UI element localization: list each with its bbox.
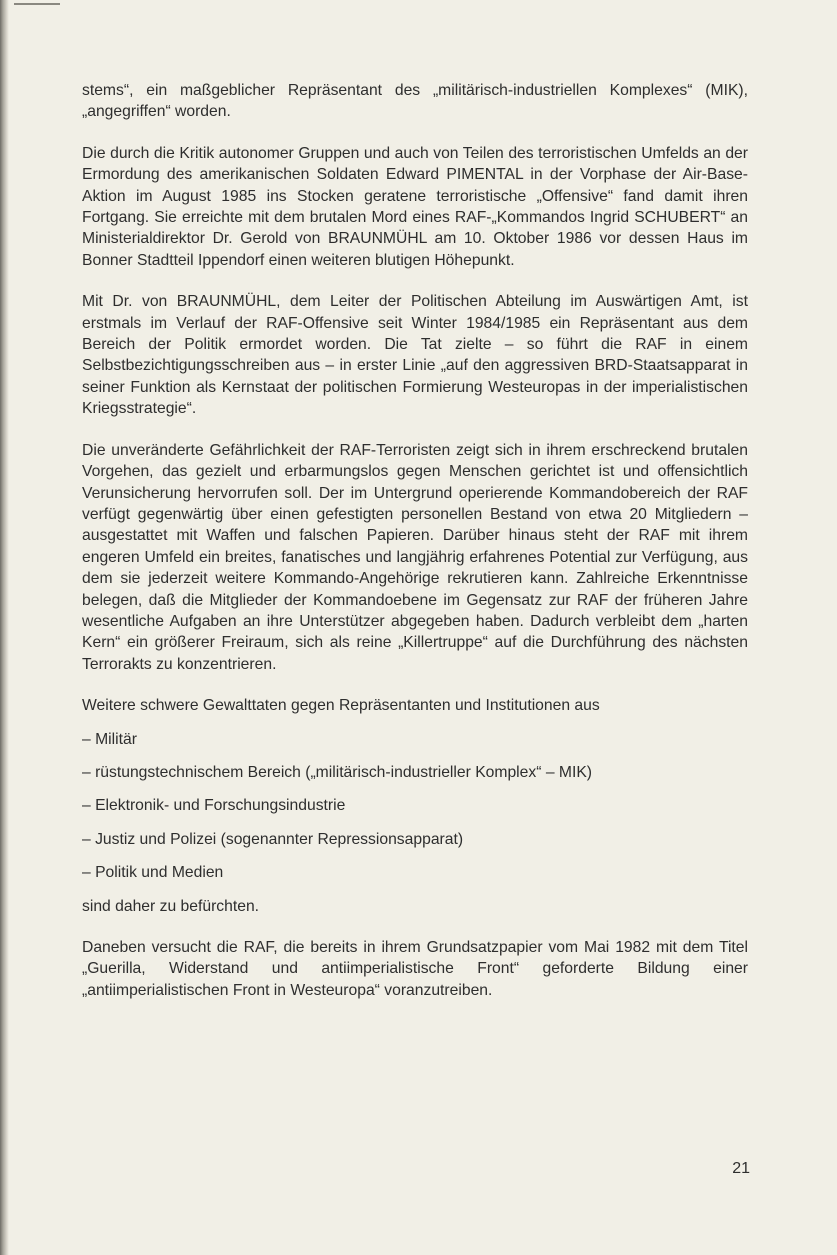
paragraph-1: stems“, ein maßgeblicher Repräsentant des „militärisch-industriellen Komplexes“ (MIK), „angegriffen“ worden. (82, 82, 748, 121)
final-paragraph: Daneben versucht die RAF, die bereits in ihrem Grundsatzpapier vom Mai 1982 mit dem Titel „Guerilla, Widerstand und antiimperialistische Front“ geforderte Bildung einer „antiimperialistischen Front in Westeuropa“ voranzutreiben. (82, 939, 748, 999)
list-item-politik: – Politik und Medien (82, 864, 224, 882)
list-item-ruestung: – rüstungstechnischem Bereich („militärisch-industrieller Komplex“ – MIK) (82, 763, 593, 781)
page-edge-shadow (0, 0, 9, 1255)
page-number: 21 (732, 1160, 750, 1177)
paragraph-4: Die unveränderte Gefährlichkeit der RAF-Terroristen zeigt sich in ihrem erschreckend brutalen Vorgehen, das gezielt und erbarmungslos gegen Menschen gerichtet ist und offensichtlich Verunsicherung hervorrufen soll. Der im Untergrund operierende Kommandobereich der RAF verfügt gegenwärtig über einen gefestigten personellen Bestand von etwa 20 Mitgliedern – ausgestattet mit Waffen und falschen Papieren. Darüber hinaus steht der RAF mit ihrem engeren Umfeld ein breites, fanatisches und langjährig erfahrenes Potential zur Verfügung, aus dem sie jederzeit weitere Kommando-Angehörige rekrutieren kann. Zahlreiche Erkenntnisse belegen, daß die Mitglieder der Kommandoebene im Gegensatz zur RAF der früheren Jahre wesentliche Aufgaben an ihre Unterstützer abgegeben haben. Dadurch verbleibt dem „harten Kern“ ein größerer Freiraum, sich als reine „Killertruppe“ auf die Durchführung des nächsten Terrorakts zu konzentrieren. (82, 441, 748, 673)
body-text (82, 80, 748, 1021)
top-rule (14, 3, 60, 5)
closing-line: sind daher zu befürchten. (82, 897, 260, 915)
paragraph-3: Mit Dr. von BRAUNMÜHL, dem Leiter der Politischen Abteilung im Auswärtigen Amt, ist erstmals im Verlauf der RAF-Offensive seit Winter 1984/1985 ein Repräsentant aus dem Bereich der Politik ermordet worden. Die Tat zielte – so führt die RAF in einem Selbstbezichtigungsschreiben aus – in erster Linie „auf den aggressiven BRD-Staatsapparat in seiner Funktion als Kernstaat der politischen Formierung Westeuropas in der imperialistischen Kriegsstrategie“. (82, 293, 748, 418)
list-item-elektronik: – Elektronik- und Forschungsindustrie (82, 797, 346, 815)
paragraph-2: Die durch die Kritik autonomer Gruppen und auch von Teilen des terroristischen Umfelds an der Ermordung des amerikanischen Soldaten Edward PIMENTAL in der Vorphase der Air-Base-Aktion im August 1985 ins Stocken geratene terroristische „Offensive“ fand damit ihren Fortgang. Sie erreichte mit dem brutalen Mord eines RAF-„Kommandos Ingrid SCHUBERT“ an Ministerialdirektor Dr. Gerold von BRAUNMÜHL am 10. Oktober 1986 vor dessen Haus im Bonner Stadtteil Ippendorf einen weiteren blutigen Höhepunkt. (82, 144, 748, 269)
list-item-militaer: – Militär (82, 730, 137, 748)
list-item-justiz: – Justiz und Polizei (sogenannter Repressionsapparat) (82, 830, 464, 848)
paragraph-5: Weitere schwere Gewalttaten gegen Repräsentanten und Institutionen aus (82, 697, 600, 715)
